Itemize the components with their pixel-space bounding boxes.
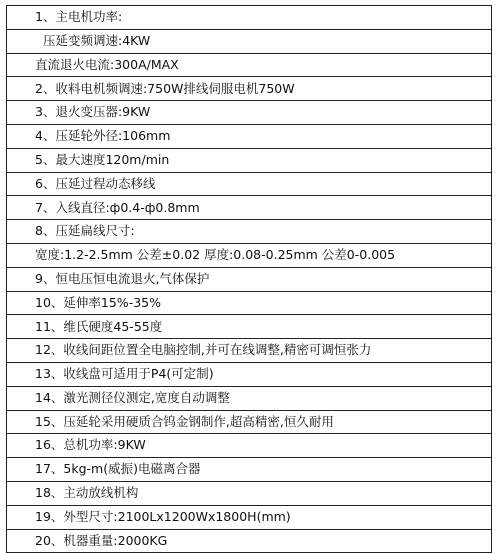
spec-row-text: 2、收料电机频调速:750W排线伺服电机750W [35,80,295,96]
spec-row [7,173,491,197]
spec-row [7,339,491,363]
spec-row [7,506,491,530]
spec-row [7,268,491,292]
spec-row [7,315,491,339]
spec-row [7,434,491,458]
spec-row-text: 19、外型尺寸:2100Lx1200Wx1800H(mm) [35,508,291,524]
spec-row [7,54,491,78]
spec-row-text: 11、维氏硬度45-55度 [35,318,163,334]
spec-row-text: 18、主动放线机构 [35,485,139,501]
spec-row-text: 3、退火变压器:9KW [35,104,151,120]
spec-row-text: 13、收线盘可适用于P4(可定制) [35,366,214,382]
spec-row [7,363,491,387]
spec-row [7,196,491,220]
spec-row [7,387,491,411]
spec-row [7,125,491,149]
spec-row [7,458,491,482]
spec-row-text: 14、激光测径仪测定,宽度自动调整 [35,389,230,405]
spec-row-text: 16、总机功率:9KW [35,437,146,453]
spec-row [7,6,491,30]
spec-row-text: 10、延伸率15%-35% [35,294,161,310]
spec-row [7,30,491,54]
spec-row-text: 宽度:1.2-2.5mm 公差±0.02 厚度:0.08-0.25mm 公差0-0.005 [35,247,396,263]
spec-row-text: 12、收线间距位置全电脑控制,并可在线调整,精密可调恒张力 [35,342,372,358]
spec-row [7,77,491,101]
spec-row-text: 6、压延过程动态移线 [35,175,156,191]
spec-row-text: 8、压延扁线尺寸: [35,223,135,239]
spec-row [7,101,491,125]
spec-table [6,5,492,553]
spec-row [7,220,491,244]
spec-row-text: 1、主电机功率: [35,9,123,25]
spec-row-text: 17、5kg-m(威振)电磁离合器 [35,461,201,477]
spec-row [7,530,491,553]
spec-row-text: 5、最大速度120m/min [35,151,170,167]
spec-row [7,482,491,506]
spec-row [7,411,491,435]
spec-row-text: 20、机器重量:2000KG [35,532,168,548]
spec-row-text: 压延变频调速:4KW [43,32,151,48]
spec-row-text: 4、压延轮外径:106mm [35,128,171,144]
spec-row-text: 9、恒电压恒电流退火,气体保护 [35,270,210,286]
spec-row-text: 15、压延轮采用硬质合钨金钢制作,超高精密,恒久耐用 [35,413,334,429]
spec-row-text: 7、入线直径:ф0.4-ф0.8mm [35,199,200,215]
spec-row-text: 直流退火电流:300A/MAX [35,56,179,72]
spec-row [7,149,491,173]
spec-row [7,292,491,316]
spec-row [7,244,491,268]
